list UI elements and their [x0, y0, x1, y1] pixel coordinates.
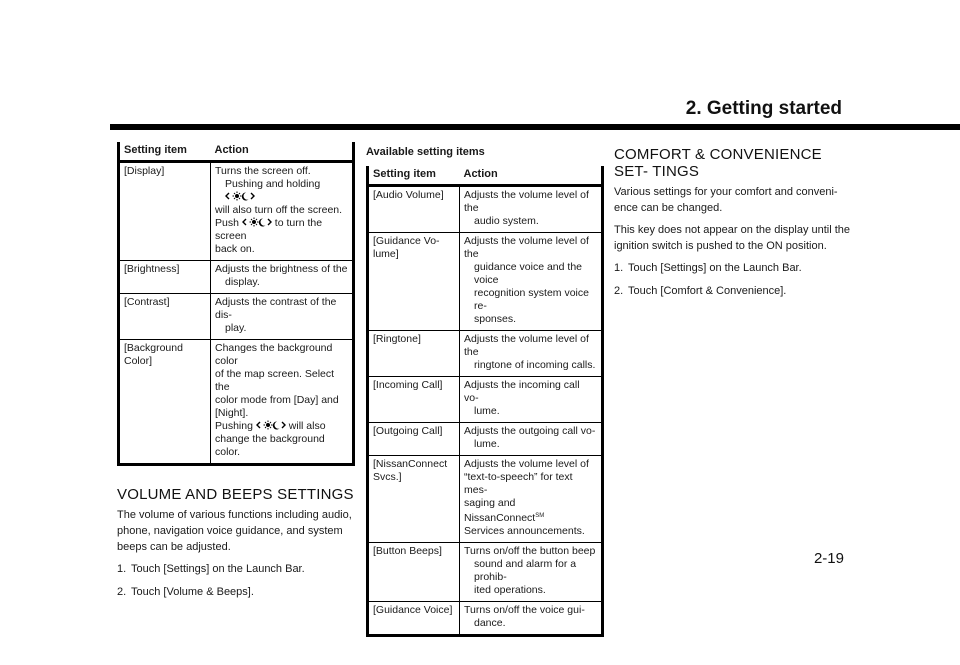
action-cell: [460, 377, 602, 423]
action-cell: [460, 233, 602, 331]
action-cell: [460, 186, 602, 233]
brightness-display-button-icon: [242, 217, 272, 227]
table-row: [369, 602, 601, 635]
available-items-title: Available setting items: [366, 146, 485, 158]
step-number: 2.: [117, 586, 127, 598]
column-left: [117, 142, 355, 607]
comfort-section-title: COMFORT & CONVENIENCE SET- TINGS: [614, 146, 822, 180]
list-item: [614, 283, 852, 299]
action-line: [215, 420, 348, 433]
action-text: Pushing: [215, 420, 253, 432]
step-text: Touch [Settings] on the Launch Bar.: [131, 563, 305, 575]
action-cell: [460, 456, 602, 543]
volume-section-title: VOLUME AND BEEPS SETTINGS: [117, 486, 354, 503]
volume-items-table: [369, 166, 601, 634]
action-line: will also turn off the screen.: [215, 204, 343, 216]
action-cell: [211, 294, 353, 340]
setting-item-cell: [Audio Volume]: [373, 189, 444, 201]
action-line: guidance voice and the voice: [474, 261, 582, 286]
action-cell: [211, 162, 353, 261]
action-line: Adjusts the brightness of the: [215, 263, 348, 275]
action-line: sound and alarm for a prohib-: [474, 558, 577, 583]
action-cell: [460, 423, 602, 456]
list-item: [117, 561, 355, 577]
table-row: [120, 162, 352, 261]
header-title: 2. Getting started: [685, 98, 842, 119]
setting-item-cell: [Guidance Vo- lume]: [369, 233, 460, 331]
step-number: 2.: [614, 285, 624, 297]
brightness-display-button-icon: [225, 191, 255, 201]
table-row: [120, 261, 352, 294]
setting-item-cell: [Outgoing Call]: [369, 423, 460, 456]
action-line: Turns on/off the voice gui-: [464, 604, 585, 616]
action-line: ited operations.: [474, 584, 546, 596]
action-line: lume.: [474, 438, 500, 450]
action-line: Adjusts the volume level of: [464, 458, 589, 470]
action-text: to turn the screen: [215, 217, 323, 242]
setting-item-cell: [Background Color]: [120, 340, 211, 464]
action-cell: [211, 340, 353, 464]
action-line: lume.: [474, 405, 500, 417]
action-line: Adjusts the outgoing call vo-: [464, 425, 596, 437]
action-line: Adjusts the volume level of the: [464, 189, 589, 214]
table-row: [369, 186, 601, 233]
action-line: [215, 178, 348, 204]
table-row: [369, 423, 601, 456]
action-line: Adjusts the volume level of the: [464, 333, 589, 358]
setting-item-cell: [Guidance Voice]: [369, 602, 460, 635]
action-text: saging and NissanConnect: [464, 497, 536, 524]
step-number: 1.: [117, 563, 127, 575]
action-line: display.: [225, 276, 260, 288]
column-middle: [366, 146, 604, 637]
step-number: 1.: [614, 262, 624, 274]
action-text: Pushing and holding: [225, 178, 321, 190]
volume-section-intro: The volume of various functions including audio, phone, navigation voice guidance, and system beeps can be adjusted.: [117, 509, 352, 553]
table-row: [369, 543, 601, 602]
action-line: audio system.: [474, 215, 539, 227]
action-line: [464, 497, 597, 525]
service-mark: SM: [535, 513, 545, 519]
action-line: Adjusts the volume level of the: [464, 235, 589, 260]
list-item: [614, 260, 852, 276]
action-line: Turns the screen off.: [215, 165, 311, 177]
action-line: Changes the background color: [215, 342, 333, 367]
action-line: “text-to-speech” for text mes-: [464, 471, 573, 496]
action-cell: [460, 543, 602, 602]
step-text: Touch [Settings] on the Launch Bar.: [628, 262, 802, 274]
action-text: Push: [215, 217, 239, 229]
table-row: [369, 331, 601, 377]
setting-item-cell: [Contrast]: [120, 294, 211, 340]
action-line: change the background color.: [215, 433, 325, 458]
step-text: Touch [Volume & Beeps].: [131, 586, 254, 598]
header-rule: [110, 124, 960, 130]
step-text: Touch [Comfort & Convenience].: [628, 285, 787, 297]
setting-item-cell: [Brightness]: [120, 261, 211, 294]
page-number: 2-19: [813, 550, 844, 567]
brightness-display-button-icon: [256, 420, 286, 430]
table-row: [369, 456, 601, 543]
table-row: [120, 294, 352, 340]
action-line: sponses.: [474, 313, 517, 325]
action-cell: [460, 602, 602, 635]
action-line: Turns on/off the button beep: [464, 545, 596, 557]
column-right: [614, 146, 852, 306]
action-line: ringtone of incoming calls.: [474, 359, 596, 371]
action-line: dance.: [474, 617, 506, 629]
table-header-action: Action: [211, 142, 353, 162]
action-line: play.: [225, 322, 247, 334]
setting-item-cell: [NissanConnect Svcs.]: [369, 456, 460, 543]
table-header-action: Action: [460, 166, 602, 186]
display-settings-table: [120, 142, 352, 463]
setting-item-cell: [Ringtone]: [369, 331, 460, 377]
list-item: [117, 584, 355, 600]
action-line: [215, 217, 348, 243]
action-text: will also: [288, 420, 326, 432]
action-line: [Night].: [215, 407, 249, 419]
action-cell: [460, 331, 602, 377]
setting-item-cell: [Display]: [124, 165, 165, 177]
table-header-setting-item: Setting item: [120, 142, 211, 162]
action-line: Adjusts the contrast of the dis-: [215, 296, 337, 321]
action-line: back on.: [215, 243, 255, 255]
table-header-setting-item: Setting item: [369, 166, 460, 186]
table-row: [369, 377, 601, 423]
action-cell: [211, 261, 353, 294]
setting-item-cell: [Incoming Call]: [369, 377, 460, 423]
action-line: color mode from [Day] and: [215, 394, 339, 406]
volume-items-table-frame: [366, 166, 604, 637]
comfort-section-p1: Various settings for your comfort and conveni- ence can be changed.: [614, 186, 838, 214]
action-line: recognition system voice re-: [474, 287, 589, 312]
setting-item-cell: [Button Beeps]: [369, 543, 460, 602]
action-line: Services announcements.: [464, 525, 585, 537]
action-line: Adjusts the incoming call vo-: [464, 379, 580, 404]
table-row: [369, 233, 601, 331]
table-row: [120, 340, 352, 464]
action-line: of the map screen. Select the: [215, 368, 335, 393]
display-settings-table-frame: [117, 142, 355, 466]
comfort-section-p2: This key does not appear on the display until the ignition switch is pushed to the ON position.: [614, 224, 851, 252]
